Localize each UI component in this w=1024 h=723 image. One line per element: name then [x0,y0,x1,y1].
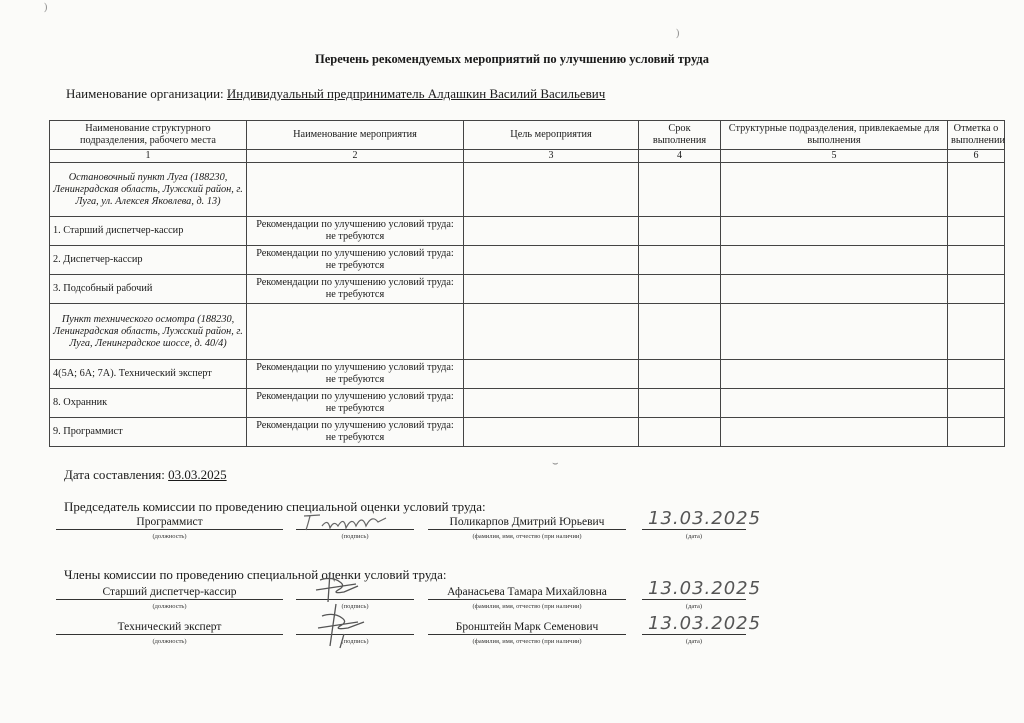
organization-label: Наименование организации: [66,86,224,101]
measure-cell: Рекомендации по улучшению условий труда: не требуются [247,389,464,418]
member-position: Старший диспетчер-кассир [56,585,283,600]
scan-mark: ⌣ [552,458,559,469]
header-cell: Структурные подразделения, привлекаемые для выполнения [721,121,948,150]
caption-fio: (фамилия, имя, отчество (при наличии) [472,603,582,610]
table-row [50,418,1005,447]
workplace-group-cell: Пункт технического осмотра (188230, Ленинградская область, Лужский район, г. Луга, Ленинградское шоссе, д. 40/4) [50,304,247,360]
column-number: 6 [948,150,1005,163]
column-number: 5 [721,150,948,163]
table-row [50,163,1005,217]
chair-date-handwritten: 13.03.2025 [648,508,762,529]
measure-cell: Рекомендации по улучшению условий труда: не требуются [247,246,464,275]
chair-signature-image [300,510,390,534]
workplace-cell: 2. Диспетчер-кассир [50,246,247,275]
column-number: 2 [247,150,464,163]
column-number: 4 [639,150,721,163]
column-number: 3 [464,150,639,163]
scan-mark: ) [676,28,680,39]
caption-signature: (подпись) [341,533,369,540]
workplace-cell: 9. Программист [50,418,247,447]
caption-signature: (подпись) [341,638,369,645]
member-fio: Бронштейн Марк Семенович [428,620,626,635]
member-signature-image [314,600,370,652]
header-cell: Цель мероприятия [464,121,639,150]
caption-signature: (подпись) [341,603,369,610]
caption-date: (дата) [685,533,703,540]
organization-name: Индивидуальный предприниматель Алдашкин Василий Васильевич [226,86,606,101]
caption-date: (дата) [685,603,703,610]
member-date-handwritten: 13.03.2025 [648,578,762,599]
measure-cell: Рекомендации по улучшению условий труда: не требуются [247,360,464,389]
table-row [50,217,1005,246]
workplace-cell: 8. Охранник [50,389,247,418]
table-row [50,360,1005,389]
header-cell: Отметка о выполнении [948,121,1005,150]
table-row [50,304,1005,360]
header-cell: Наименование структурного подразделения, рабочего места [50,121,247,150]
header-cell: Наименование мероприятия [247,121,464,150]
workplace-group-cell: Остановочный пункт Луга (188230, Ленинградская область, Лужский район, г. Луга, ул. Алексея Яковлева, д. 13) [50,163,247,217]
compilation-date-line [64,467,227,483]
compilation-date-label: Дата составления: [64,467,165,482]
chair-fio: Поликарпов Дмитрий Юрьевич [428,515,626,530]
column-number: 1 [50,150,247,163]
document-title: Перечень рекомендуемых мероприятий по улучшению условий труда [314,52,710,66]
measure-cell: Рекомендации по улучшению условий труда: не требуются [247,418,464,447]
scan-mark: ) [44,2,48,13]
caption-position: (должность) [152,533,187,540]
workplace-cell: 1. Старший диспетчер-кассир [50,217,247,246]
measure-cell: Рекомендации по улучшению условий труда: не требуются [247,275,464,304]
measures-table [49,120,1005,447]
chair-position: Программист [56,515,283,530]
workplace-cell: 4(5А; 6А; 7А). Технический эксперт [50,360,247,389]
caption-position: (должность) [152,603,187,610]
header-cell: Срок выполнения [639,121,721,150]
member-fio: Афанасьева Тамара Михайловна [428,585,626,600]
table-row [50,389,1005,418]
members-heading: Члены комиссии по проведению специальной оценки условий труда: [64,567,447,582]
measure-cell: Рекомендации по улучшению условий труда: не требуются [247,217,464,246]
member-date-handwritten: 13.03.2025 [648,613,762,634]
caption-position: (должность) [152,638,187,645]
table-row [50,246,1005,275]
table-row [50,275,1005,304]
workplace-cell: 3. Подсобный рабочий [50,275,247,304]
member-position: Технический эксперт [56,620,283,635]
caption-fio: (фамилия, имя, отчество (при наличии) [472,638,582,645]
chair-heading: Председатель комиссии по проведению специальной оценки условий труда: [64,499,486,514]
caption-fio: (фамилия, имя, отчество (при наличии) [472,533,582,540]
caption-date: (дата) [685,638,703,645]
compilation-date-value: 03.03.2025 [168,467,227,482]
organization-line [66,86,605,102]
